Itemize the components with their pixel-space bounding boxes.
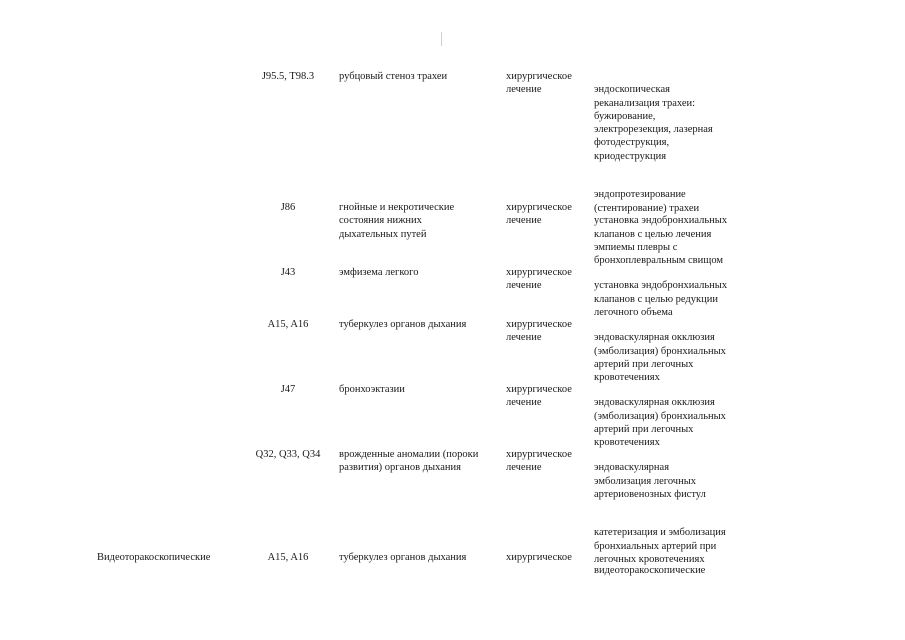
treatment-cell: хирургическое лечение [506,71,572,96]
code-cell: J47 [280,384,296,395]
method-text: эндоваскулярная эмболизация легочных артериовенозных фистул [594,462,706,500]
code-cell: Q32, Q33, Q34 [255,449,321,460]
method-text: эндоваскулярная окклюзия (эмболизация) бронхиальных артерий при легочных кровотечениях [594,332,726,384]
code-cell: J95.5, T98.3 [261,71,315,82]
method-text: катетеризация и эмболизация бронхиальных артерий при легочных кровотечениях [594,527,726,566]
method-cell [594,551,764,591]
treatment-cell: хирургическое лечение [506,267,572,292]
method-text: установка эндобронхиальных клапанов с целью лечения эмпиемы плевры с бронхоплевральным свищом [594,215,728,267]
diagnosis-cell: туберкулез органов дыхания [339,319,467,330]
method-text: эндоскопическая реканализация трахеи: бужирование, электрорезекция, лазерная фотодеструкция, криодеструкция [594,84,713,162]
code-cell: J43 [280,267,296,278]
group-cell: Видеоторакоскопические [97,552,211,563]
diagnosis-cell: гнойные и некротические состояния нижних дыхательных путей [339,202,455,240]
treatment-cell: хирургическое лечение [506,202,572,227]
code-cell: A15, A16 [267,552,309,563]
treatment-cell: хирургическое лечение [506,384,572,409]
treatment-cell: хирургическое лечение [506,319,572,344]
method-text: эндопротезирование (стентирование) трахеи [594,189,700,214]
diagnosis-cell: врожденные аномалии (пороки развития) органов дыхания [339,449,479,474]
page-marker [441,32,442,46]
code-cell: A15, A16 [267,319,309,330]
diagnosis-cell: эмфизема легкого [339,267,419,278]
method-text: установка эндобронхиальных клапанов с целью редукции легочного объема [594,280,728,318]
method-text: видеоторакоскопические [594,565,706,577]
method-text: эндоваскулярная окклюзия (эмболизация) бронхиальных артерий при легочных кровотечениях [594,397,726,449]
treatment-cell: хирургическое лечение [506,449,572,474]
treatment-cell: хирургическое [506,552,572,563]
code-cell: J86 [280,202,296,213]
diagnosis-cell: рубцовый стеноз трахеи [339,71,448,82]
diagnosis-cell: бронхоэктазии [339,384,405,395]
diagnosis-cell: туберкулез органов дыхания [339,552,467,563]
